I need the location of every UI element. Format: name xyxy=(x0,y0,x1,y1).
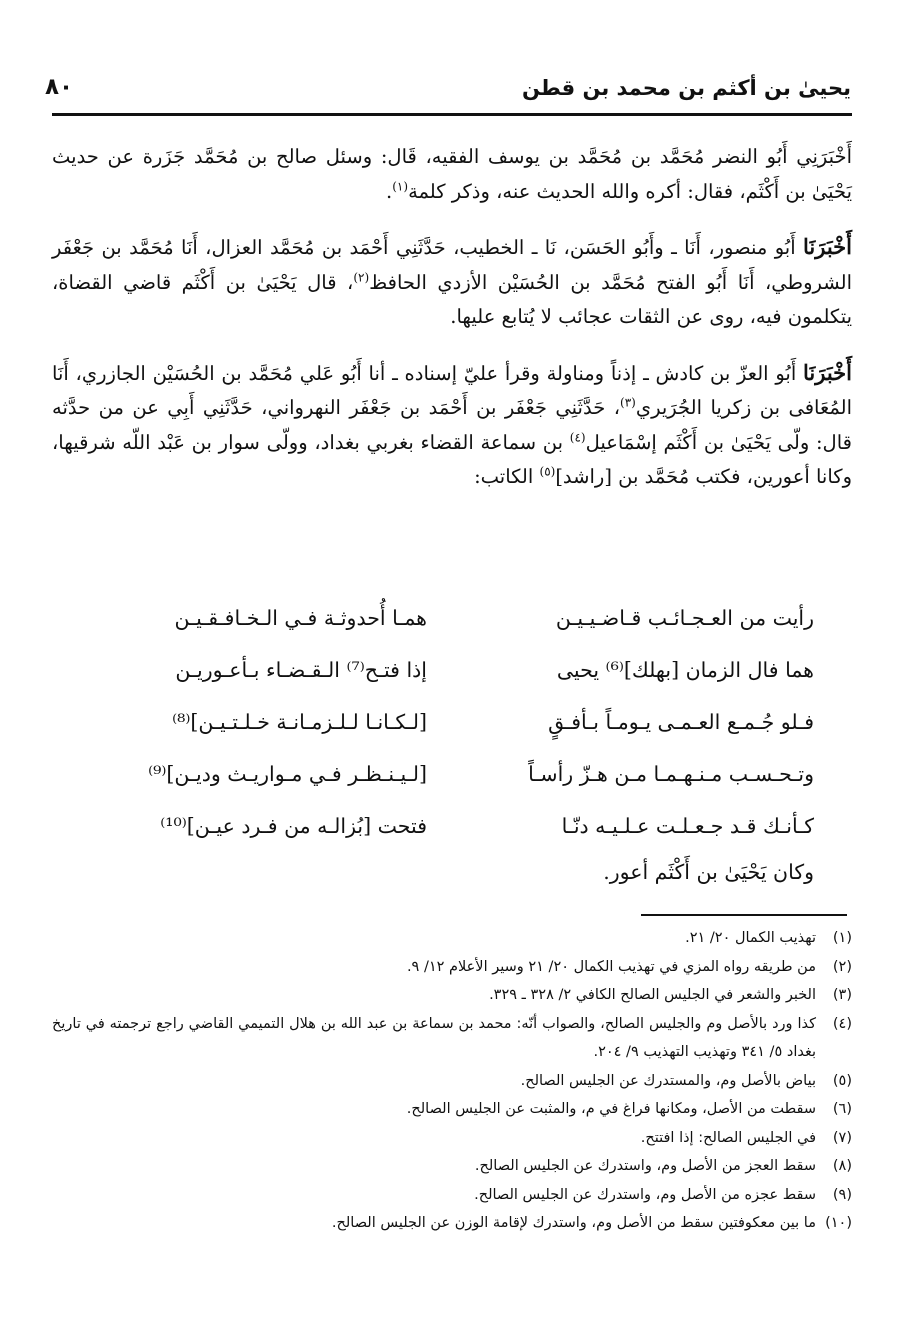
paragraph-tail: الكاتب: xyxy=(474,465,540,488)
poem-verse xyxy=(52,650,852,702)
footnote-ref: (٥) xyxy=(539,464,556,479)
paragraph-2 xyxy=(52,230,852,335)
poem xyxy=(52,598,852,884)
footnote-number: (٤) xyxy=(832,1015,852,1032)
hemistich-second: [لـيـنـظـر فـي مـواريـث وديـن]⁽⁹⁾ xyxy=(148,762,427,786)
footnote-text: كذا ورد بالأصل وم والجليس الصالح، والصواب أنّه: محمد بن سماعة بن عبد الله بن هلال التميمي القاضي راجع ترجمته في تاريخ بغداد ٥/ ٣٤١ وتهذيب التهذيب ٩/ ٢٠٤. xyxy=(52,1015,816,1060)
footnote-text: في الجليس الصالح: إذا افتتح. xyxy=(640,1129,816,1146)
footnote xyxy=(52,981,852,1010)
hemistich-first: كـأنـك قـد جـعـلـت عـلـيـه دنّـا xyxy=(561,814,814,838)
poem-verse xyxy=(52,702,852,754)
footnote xyxy=(52,953,852,982)
footnote xyxy=(52,924,852,953)
footnote xyxy=(52,1124,852,1153)
footnote xyxy=(52,1181,852,1210)
footnote-text: سقط عجزه من الأصل وم، واستدرك عن الجليس الصالح. xyxy=(474,1186,816,1203)
footnote-number: (٧) xyxy=(832,1129,852,1146)
footnote-number: (٢) xyxy=(832,958,852,975)
poem-verse xyxy=(52,598,852,650)
running-title: يحيىٰ بن أكثم بن محمد بن قطن xyxy=(522,76,851,100)
paragraph-tail: ، حَدَّثَنِي جَعْفَر بن أَحْمَد بن جَعْفَر النهرواني، حَدَّثَنِي أَبِي عن من حدَّثه قال: ولّى يَحْيَىٰ بن أَكْثَم إسْمَاعيل xyxy=(52,396,852,454)
footnote-ref: (١) xyxy=(392,179,409,193)
paragraph-tail: بن سماعة القضاء بغربي بغداد، وولّى سوار بن عَبْد اللّه شرقيها، وكانا أعورين، فكتب مُحَمَّد بن [راشد] xyxy=(52,430,852,488)
footnote xyxy=(52,1209,852,1238)
header-divider xyxy=(52,113,852,116)
footnote xyxy=(52,1010,852,1067)
footnote-ref: (٤) xyxy=(569,430,586,444)
footnote-number: (٨) xyxy=(832,1158,852,1174)
paragraph-tail: ، قال يَحْيَىٰ بن أَكْثَم قاضي القضاة، يتكلمون فيه، روى عن الثقات عجائب لا يُتابع عليها. xyxy=(52,270,852,328)
footnote-number: (٩) xyxy=(832,1186,852,1203)
footnote-number: (٣) xyxy=(832,987,852,1003)
footnote-number: (٦) xyxy=(832,1101,852,1117)
footnote-text: الخبر والشعر في الجليس الصالح الكافي ٢/ ٣٢٨ ـ ٣٢٩. xyxy=(489,987,816,1003)
footnote-text: تهذيب الكمال ٢٠/ ٢١. xyxy=(685,930,816,946)
running-header xyxy=(45,68,851,110)
paragraph-lead: أَخْبَرَنَا xyxy=(803,234,852,259)
footnote-number: (١) xyxy=(832,930,852,946)
footnote xyxy=(52,1067,852,1096)
poem-closing-line: وكان يَحْيَىٰ بن أَكْثَم أعور. xyxy=(603,860,814,884)
hemistich-first: هما فال الزمان [بهلك]⁽⁶⁾ يحيى xyxy=(556,658,814,682)
paragraph-text: أَبُو العزّ بن كادش ـ إذناً ومناولة وقرأ عليّ إسناده ـ أنا أَبُو عَلي مُحَمَّد بن الحُسَيْن الجازري، أَنَا المُعَافى بن زكريا الجُرَيري xyxy=(52,361,853,419)
footnote-ref: (٣) xyxy=(620,395,636,410)
footnotes xyxy=(52,924,852,1238)
paragraph-text: أَخْبَرَنِي أَبُو النضر مُحَمَّد بن مُحَمَّد بن يوسف الفقيه، قَال: وسئل صالح بن مُحَمَّد جَزَرة عن حديث يَحْيَىٰ بن أَكْثَم، فقال: أكره والله الحديث عنه، وذكر كلمة xyxy=(52,145,852,203)
paragraph-tail: . xyxy=(386,179,393,203)
footnote-text: سقطت من الأصل، ومكانها فراغ في م، والمثبت عن الجليس الصالح. xyxy=(406,1101,816,1117)
hemistich-second: إذا فتـح⁽⁷⁾ الـقـضـاء بـأعـوريـن xyxy=(175,658,427,682)
paragraph-1 xyxy=(52,140,852,209)
footnote-number: (١٠) xyxy=(825,1215,852,1231)
hemistich-first: رأيت من العـجـائـب قـاضـيـيـن xyxy=(555,606,814,630)
poem-verse xyxy=(52,754,852,806)
footnote-ref: (٢) xyxy=(353,270,370,284)
footnote-text: بياض بالأصل وم، والمستدرك عن الجليس الصالح. xyxy=(520,1072,816,1089)
poem-verse xyxy=(52,806,852,858)
footnote xyxy=(52,1095,852,1124)
footnote-divider xyxy=(641,914,847,916)
hemistich-first: فـلو جُـمـع العـمـى يـومـاً بـأفـقٍ xyxy=(548,710,814,734)
hemistich-first: وتـحـسـب مـنـهـمـا مـن هـزّ رأسـاً xyxy=(528,762,814,786)
footnote xyxy=(52,1152,852,1181)
footnote-text: ما بين معكوفتين سقط من الأصل وم، واستدرك لإقامة الوزن عن الجليس الصالح. xyxy=(331,1215,816,1231)
page-number: ٨٠ xyxy=(45,74,74,100)
hemistich-second: [لـكـانـا لـلـزمـانـة خـلـتـيـن]⁽⁸⁾ xyxy=(172,710,427,734)
hemistich-second: فتحت [بُزالـه من فـرد عيـن]⁽¹⁰⁾ xyxy=(160,814,427,838)
footnote-number: (٥) xyxy=(832,1072,852,1089)
paragraph-lead: أَخْبَرَنَا xyxy=(803,359,852,385)
paragraph-3 xyxy=(52,356,852,495)
footnote-text: سقط العجز من الأصل وم، واستدرك عن الجليس الصالح. xyxy=(474,1158,816,1174)
footnote-text: من طريقه رواه المزي في تهذيب الكمال ٢٠/ ٢١ وسير الأعلام ١٢/ ٩. xyxy=(406,958,816,975)
hemistich-second: همـا أُحدوثـة فـي الـخـافـقـيـن xyxy=(174,606,427,630)
paragraph-text: أَبُو منصور، أَنَا ـ وأَبُو الحَسَن، نَا ـ الخطيب، حَدَّثَنِي أَحْمَد بن مُحَمَّد العزال، أَنَا مُحَمَّد بن جَعْفَر الشروطي، أَنَا أَبُو الفتح مُحَمَّد بن الحُسَيْن الأزدي الحافظ xyxy=(52,236,852,294)
main-text xyxy=(52,140,852,495)
